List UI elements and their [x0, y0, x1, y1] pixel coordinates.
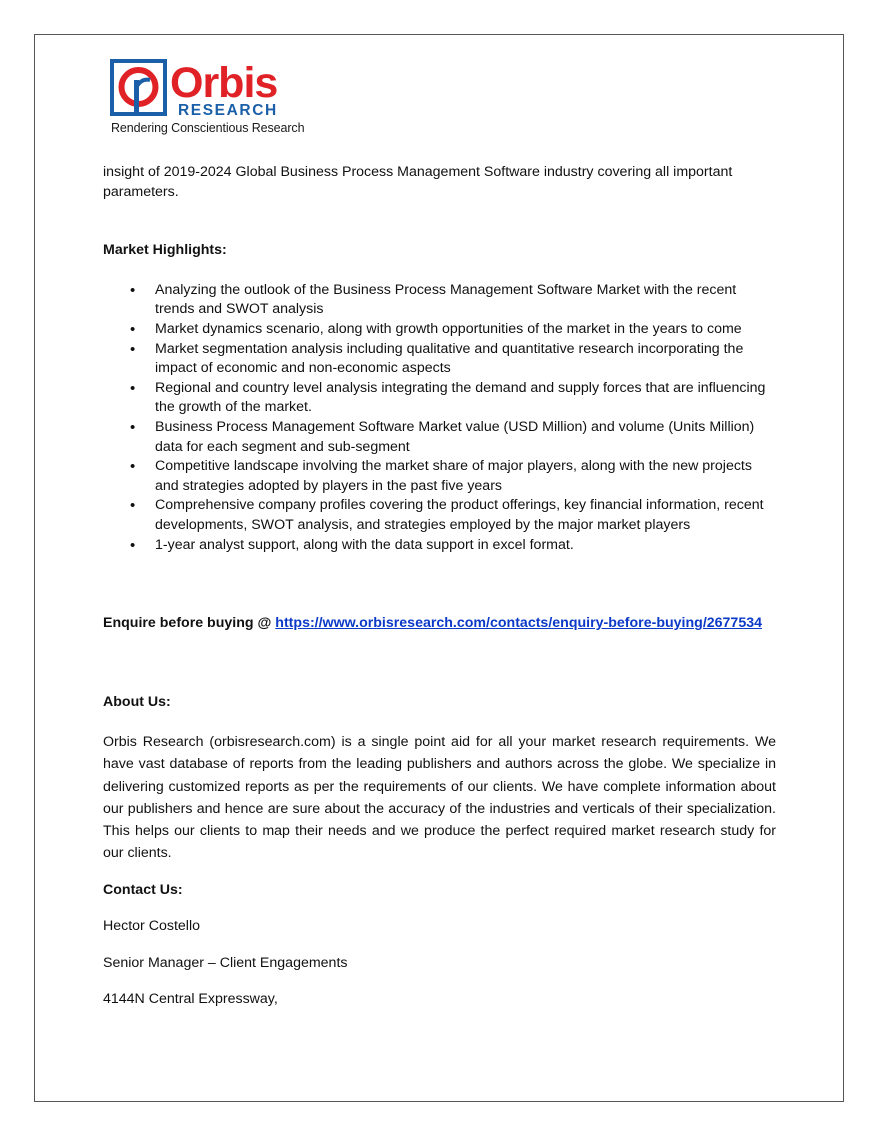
contact-us-heading: Contact Us:	[103, 881, 183, 898]
about-us-paragraph: Orbis Research (orbisresearch.com) is a single point aid for all your market research requirements. We have vast database of reports from the leading publishers and authors across the globe. We specialize in delivering customized reports as per the requirements of our clients. We have complete information about our publishers and hence are sure about the accuracy of the industries and verticals of their specialization. This helps our clients to map their needs and we produce the perfect required market research study for our clients.	[103, 734, 776, 862]
document-body	[103, 163, 776, 1010]
list-item: • 1-year analyst support, along with the data support in excel format.	[155, 536, 776, 556]
contact-title: Senior Manager – Client Engagements	[103, 954, 348, 971]
market-highlights-list	[103, 281, 776, 555]
list-item: • Comprehensive company profiles covering the product offerings, key financial information, recent developments, SWOT analysis, and strategies employed by the major market players	[155, 496, 776, 535]
logo-sub-text: RESEARCH	[178, 102, 278, 119]
list-item: • Business Process Management Software Market value (USD Million) and volume (Units Million) data for each segment and sub-segment	[155, 418, 776, 457]
contact-address: 4144N Central Expressway,	[103, 991, 278, 1008]
list-item: • Market dynamics scenario, along with growth opportunities of the market in the years to come	[155, 320, 776, 340]
market-highlights-heading: Market Highlights:	[103, 242, 227, 259]
list-item: • Market segmentation analysis including qualitative and quantitative research incorporating the impact of economic and non-economic aspects	[155, 340, 776, 379]
contact-name: Hector Costello	[103, 918, 200, 935]
about-us-heading: About Us:	[103, 693, 171, 710]
enquiry-link[interactable]: https://www.orbisresearch.com/contacts/enquiry-before-buying/2677534	[275, 615, 762, 632]
enquire-line	[103, 614, 776, 634]
logo-tagline: Rendering Conscientious Research	[111, 121, 305, 135]
intro-paragraph: insight of 2019-2024 Global Business Process Management Software industry covering all important parameters.	[103, 164, 733, 200]
list-item: • Analyzing the outlook of the Business Process Management Software Market with the recent trends and SWOT analysis	[155, 281, 776, 320]
logo-brand-text: Orbis	[170, 59, 278, 107]
orbis-logo-mark	[110, 58, 300, 122]
enquire-label: Enquire before buying @	[103, 615, 276, 632]
list-item: • Competitive landscape involving the market share of major players, along with the new projects and strategies adopted by players in the past five years	[155, 457, 776, 496]
list-item: • Regional and country level analysis integrating the demand and supply forces that are influencing the growth of the market.	[155, 379, 776, 418]
